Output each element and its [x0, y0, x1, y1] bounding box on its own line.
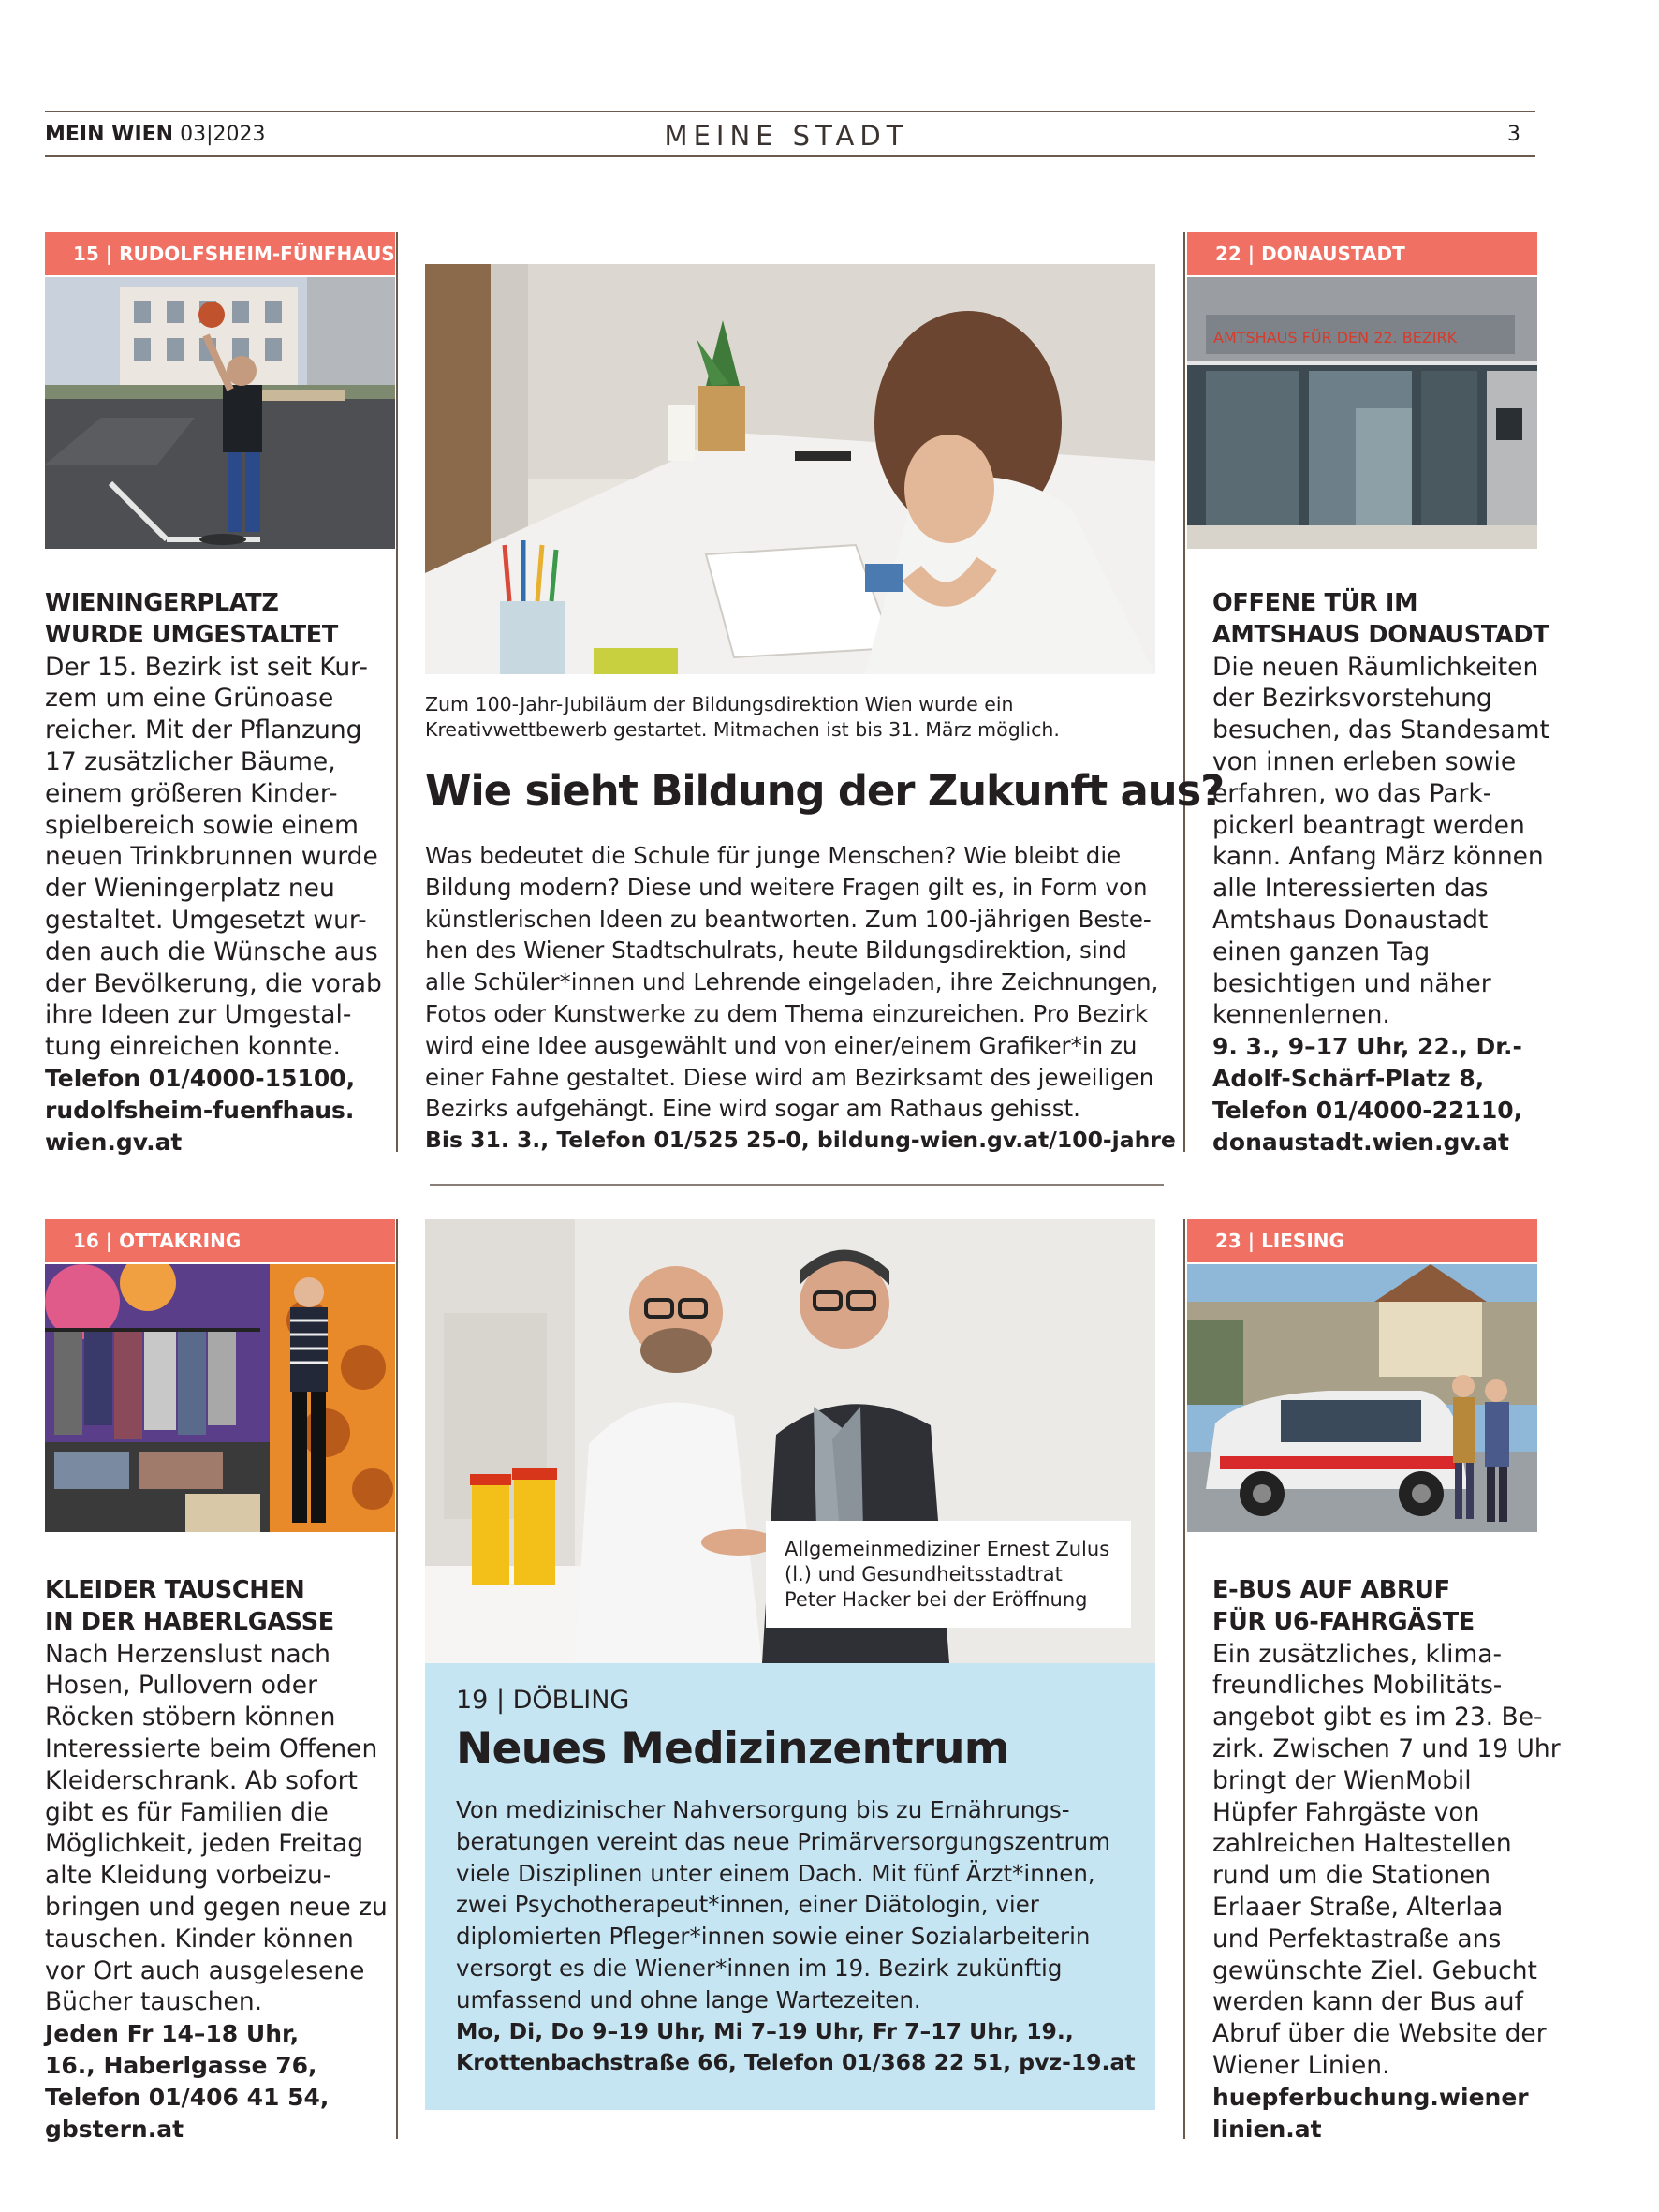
article-contact: wien.gv.at — [45, 1128, 183, 1156]
article-body-line: versorgt es die Wiener*innen im 19. Bezirk zukünftig — [456, 1954, 1063, 1982]
article-body-line: diplomierten Pfleger*innen sowie einer Sozialarbeiterin — [456, 1923, 1091, 1951]
article-body-line: Von medizinischer Nahversorgung bis zu Ernährungs- — [456, 1796, 1070, 1823]
article-body-line: der Bezirksvorstehung — [1212, 684, 1492, 714]
article-ebus — [1212, 1575, 1561, 2145]
article-body-line: alte Kleidung vorbeizu- — [45, 1861, 332, 1891]
article-body-line: Der 15. Bezirk ist seit Kur- — [45, 652, 368, 682]
bildung-photo — [425, 264, 1155, 674]
article-body-line: Bücher tauschen. — [45, 1987, 263, 2017]
article-body-line: alle Interessierten das — [1212, 874, 1489, 904]
article-body-line: von innen erleben sowie — [1212, 746, 1517, 776]
masthead-publication: MEIN WIEN 03|2023 — [45, 123, 266, 146]
article-body-line: besuchen, das Standesamt — [1212, 715, 1549, 745]
article-body-line: reicher. Mit der Pflanzung — [45, 715, 362, 745]
article-body-line: hen des Wiener Stadtschulrats, heute Bildungsdirektion, sind — [425, 936, 1127, 965]
column-divider-right-bottom — [1183, 1219, 1185, 2139]
article-headline: KLEIDER TAUSCHEN — [45, 1576, 305, 1604]
medizinzentrum-body — [456, 1794, 1136, 2079]
article-contact: Jeden Fr 14–18 Uhr, — [45, 2020, 300, 2048]
article-body-line: rund um die Stationen — [1212, 1861, 1490, 1891]
page-number: 3 — [1507, 123, 1520, 146]
article-contact: Bis 31. 3., Telefon 01/525 25-0, bildung-wien.gv.at/100-jahre — [425, 1127, 1176, 1154]
article-body-line: der Bevölkerung, die vorab — [45, 968, 382, 998]
masthead-section: MEINE STADT — [664, 120, 909, 152]
article-headline: FÜR U6-FAHRGÄSTE — [1212, 1607, 1475, 1636]
article-contact: Adolf-Schärf-Platz 8, — [1212, 1064, 1485, 1092]
article-body-line: alle Schüler*innen und Lehrende eingeladen, ihre Zeichnungen, — [425, 968, 1159, 996]
article-body-line: den auch die Wünsche aus — [45, 936, 378, 966]
article-body-line: ihre Ideen zur Umgestal- — [45, 1000, 352, 1030]
article-contact: Telefon 01/4000-15100, — [45, 1064, 356, 1092]
column-divider-right-top — [1183, 232, 1185, 1152]
article-body-line: zem um eine Grünoase — [45, 684, 334, 714]
article-body-line: vor Ort auch ausgelesene — [45, 1955, 365, 1985]
article-headline: E-BUS AUF ABRUF — [1212, 1576, 1450, 1604]
article-headline: OFFENE TÜR IM — [1212, 589, 1418, 617]
ebus-photo — [1187, 1264, 1537, 1532]
article-headline: IN DER HABERLGASSE — [45, 1607, 334, 1636]
article-contact: Telefon 01/406 41 54, — [45, 2083, 330, 2111]
article-body-line: und Perfektastraße ans — [1212, 1924, 1502, 1954]
article-body-line: erfahren, wo das Park- — [1212, 778, 1492, 808]
article-body-line: gewünschte Ziel. Gebucht — [1212, 1955, 1537, 1985]
article-body-line: viele Disziplinen unter einem Dach. Mit fünf Ärzt*innen, — [456, 1859, 1095, 1887]
article-body-line: Fotos oder Kunstwerke zu dem Thema einzureichen. Pro Bezirk — [425, 999, 1149, 1027]
district-tag-23: 23 | LIESING — [1187, 1219, 1537, 1262]
article-contact: 16., Haberlgasse 76, — [45, 2051, 317, 2079]
article-wieningerplatz — [45, 588, 389, 1158]
caption-line: (l.) und Gesundheitsstadtrat — [785, 1563, 1063, 1585]
district-tag-19: 19 | DÖBLING — [456, 1686, 630, 1715]
district-tag-22: 22 | DONAUSTADT — [1187, 232, 1537, 275]
article-contact: donaustadt.wien.gv.at — [1212, 1128, 1509, 1156]
article-body-line: 17 zusätzlicher Bäume, — [45, 746, 336, 776]
wieningerplatz-photo — [45, 277, 395, 549]
medizinzentrum-title: Neues Medizinzentrum — [456, 1723, 1009, 1775]
article-body-line: spielbereich sowie einem — [45, 810, 359, 840]
article-body-line: umfassend und ohne lange Wartezeiten. — [456, 1985, 921, 2013]
article-contact: rudolfsheim-fuenfhaus. — [45, 1096, 355, 1124]
article-body-line: Erlaaer Straße, Alterlaa — [1212, 1892, 1504, 1922]
feature-title: Wie sieht Bildung der Zukunft aus? — [425, 766, 1225, 816]
article-body-line: kennenlernen. — [1212, 1000, 1390, 1030]
article-body-line: Bezirks aufgehängt. Eine wird sogar am Rathaus gehisst. — [425, 1095, 1080, 1123]
article-body-line: freundliches Mobilitäts- — [1212, 1671, 1503, 1701]
article-body-line: künstlerischen Ideen zu beantworten. Zum 100-jährigen Beste- — [425, 905, 1152, 933]
article-body-line: werden kann der Bus auf — [1212, 1987, 1523, 2017]
article-body-line: Ein zusätzliches, klima- — [1212, 1639, 1503, 1669]
article-body-line: Bildung modern? Diese und weitere Fragen gilt es, in Form von — [425, 873, 1148, 901]
article-body-line: Kleiderschrank. Ab sofort — [45, 1765, 358, 1795]
article-body-line: Röcken stöbern können — [45, 1703, 336, 1733]
masthead-bottom-rule — [45, 155, 1535, 157]
column-divider-left-top — [396, 232, 398, 1152]
caption-line: Kreativwettbewerb gestartet. Mitmachen ist bis 31. März möglich. — [425, 718, 1060, 741]
article-contact: gbstern.at — [45, 2115, 184, 2143]
article-body-line: wird eine Idee ausgewählt und von einer/einem Grafiker*in zu — [425, 1031, 1138, 1059]
feature-photo-caption — [425, 692, 1060, 743]
article-body-line: pickerl beantragt werden — [1212, 810, 1525, 840]
masthead-top-rule — [45, 111, 1535, 112]
amtshaus-photo — [1187, 277, 1537, 549]
article-body-line: kann. Anfang März können — [1212, 842, 1544, 872]
caption-line: Zum 100-Jahr-Jubiläum der Bildungsdirektion Wien wurde ein — [425, 693, 1014, 715]
article-body-line: Was bedeutet die Schule für junge Menschen? Wie bleibt die — [425, 842, 1122, 869]
caption-line: Allgemeinmediziner Ernest Zulus — [785, 1538, 1110, 1560]
article-body-line: besichtigen und näher — [1212, 968, 1491, 998]
article-body-line: tauschen. Kinder können — [45, 1924, 354, 1954]
article-body-line: zwei Psychotherapeut*innen, einer Diätologin, vier — [456, 1891, 1039, 1919]
article-headline: WIENINGERPLATZ — [45, 589, 279, 617]
article-contact: Telefon 01/4000-22110, — [1212, 1096, 1523, 1124]
article-body-line: gibt es für Familien die — [45, 1797, 329, 1827]
article-body-line: einer Fahne gestaltet. Diese wird am Bezirksamt des jeweiligen — [425, 1063, 1154, 1091]
article-body-line: Abruf über die Website der — [1212, 2019, 1547, 2049]
article-body-line: einem größeren Kinder- — [45, 778, 338, 808]
amtshaus-sign-text: AMTSHAUS FÜR DEN 22. BEZIRK — [1213, 329, 1458, 347]
article-body-line: gestaltet. Umgesetzt wur- — [45, 905, 367, 935]
article-body-line: angebot gibt es im 23. Be- — [1212, 1703, 1543, 1733]
article-body-line: beratungen vereint das neue Primärversorgungszentrum — [456, 1827, 1111, 1855]
article-body-line: neuen Trinkbrunnen wurde — [45, 842, 378, 872]
article-body-line: Amtshaus Donaustadt — [1212, 905, 1489, 935]
article-body-line: Hosen, Pullovern oder — [45, 1671, 318, 1701]
article-kleiderschrank — [45, 1575, 389, 2145]
center-horizontal-rule — [430, 1184, 1164, 1186]
article-contact: 9. 3., 9–17 Uhr, 22., Dr.- — [1212, 1033, 1522, 1061]
article-body-line: einen ganzen Tag — [1212, 936, 1431, 966]
article-body-line: Die neuen Räumlichkeiten — [1212, 652, 1539, 682]
article-amtshaus — [1212, 588, 1557, 1158]
article-body-line: bringen und gegen neue zu — [45, 1892, 388, 1922]
article-body-line: der Wieningerplatz neu — [45, 874, 335, 904]
article-headline: WURDE UMGESTALTET — [45, 620, 339, 649]
article-body-line: Interessierte beim Offenen — [45, 1733, 378, 1763]
article-contact: Krottenbachstraße 66, Telefon 01/368 22 51, pvz-19.at — [456, 2049, 1136, 2076]
article-body-line: Möglichkeit, jeden Freitag — [45, 1829, 364, 1859]
district-tag-15: 15 | RUDOLFSHEIM-FÜNFHAUS — [45, 232, 395, 275]
article-body-line: Nach Herzenslust nach — [45, 1639, 330, 1669]
district-tag-16: 16 | OTTAKRING — [45, 1219, 395, 1262]
caption-line: Peter Hacker bei der Eröffnung — [785, 1588, 1088, 1611]
article-contact[interactable]: huepferbuchung.wiener — [1212, 2083, 1529, 2111]
feature-body — [425, 840, 1176, 1157]
kleiderschrank-photo — [45, 1264, 395, 1532]
article-body-line: bringt der WienMobil — [1212, 1765, 1472, 1795]
article-contact[interactable]: linien.at — [1212, 2115, 1322, 2143]
article-contact: Mo, Di, Do 9–19 Uhr, Mi 7–19 Uhr, Fr 7–17 Uhr, 19., — [456, 2017, 1074, 2044]
article-body-line: zahlreichen Haltestellen — [1212, 1829, 1512, 1859]
article-body-line: tung einreichen konnte. — [45, 1032, 341, 1062]
article-body-line: zirk. Zwischen 7 und 19 Uhr — [1212, 1733, 1561, 1763]
article-headline: AMTSHAUS DONAUSTADT — [1212, 620, 1549, 649]
article-body-line: Wiener Linien. — [1212, 2050, 1390, 2080]
column-divider-left-bottom — [396, 1219, 398, 2139]
medizinzentrum-photo-caption — [785, 1537, 1109, 1613]
article-body-line: Hüpfer Fahrgäste von — [1212, 1797, 1480, 1827]
